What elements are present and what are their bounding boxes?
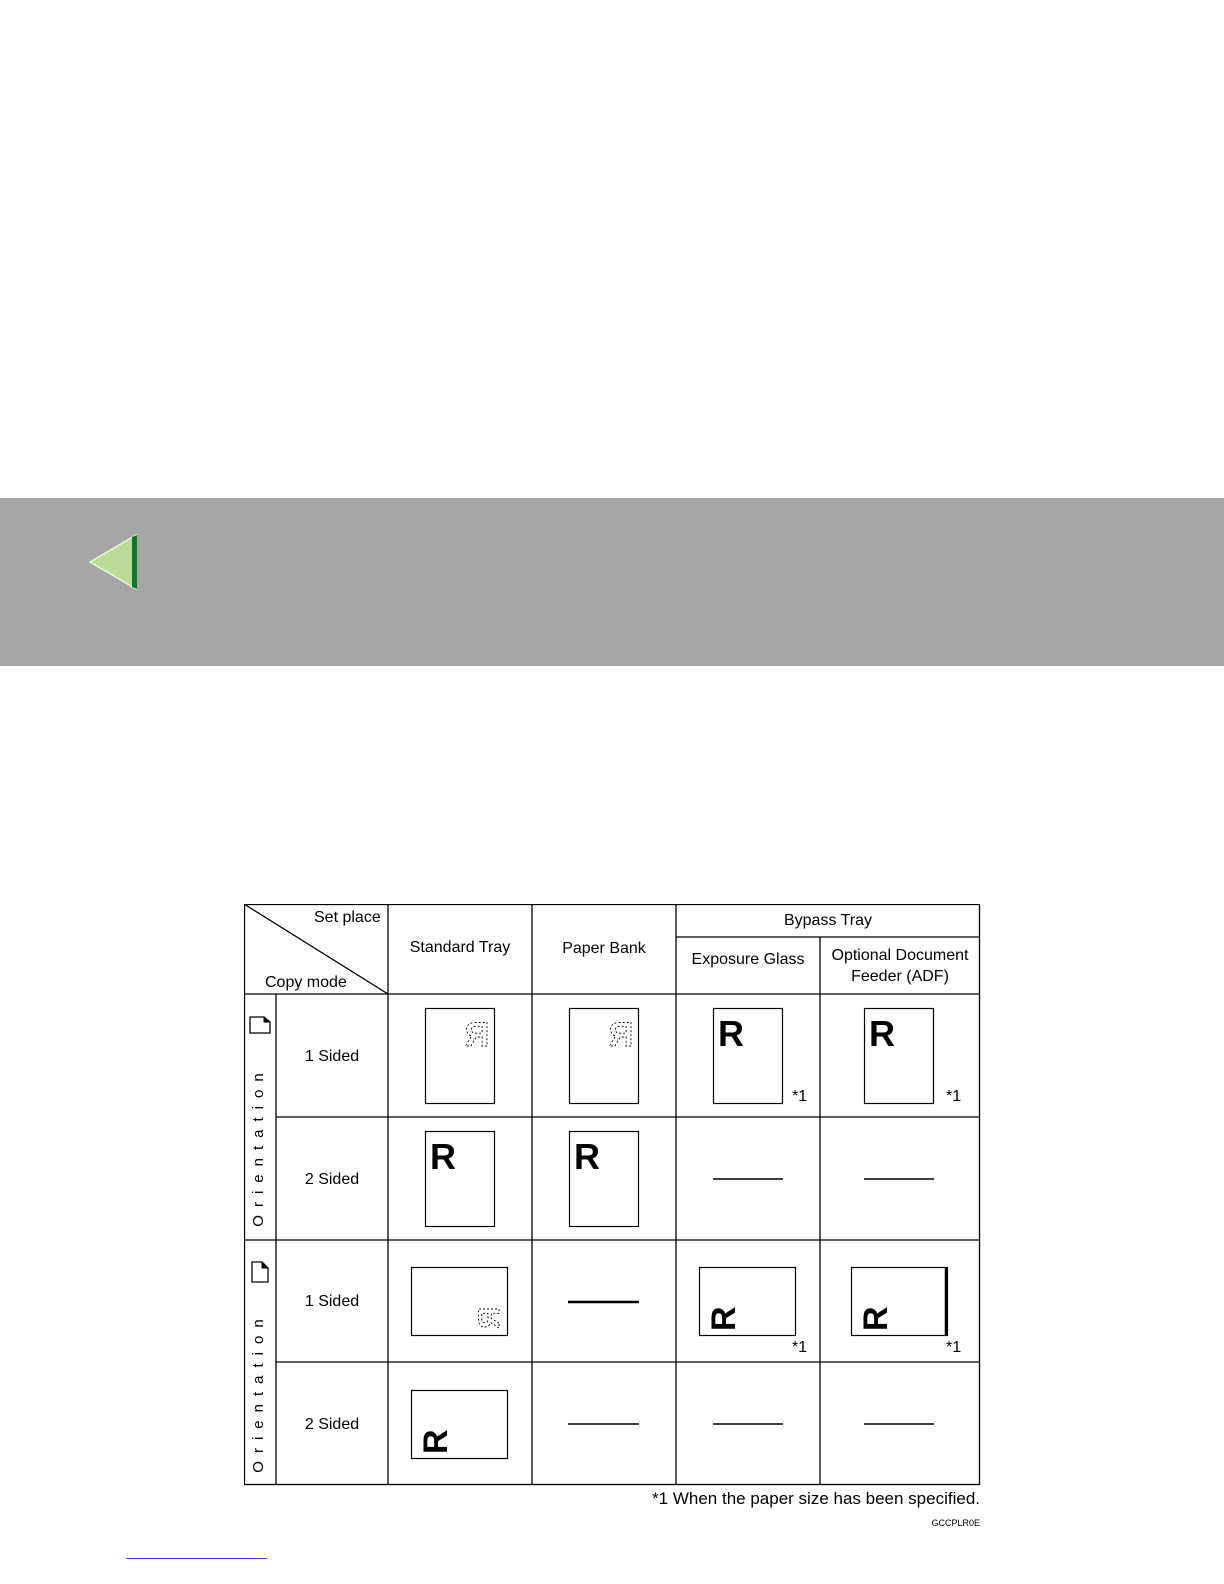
paper-exposure-glass-1sided [713, 1008, 783, 1104]
paper-adf-landscape-1sided [851, 1267, 948, 1337]
column-paper-bank: Paper Bank [562, 940, 646, 957]
not-available-dash [568, 1423, 639, 1426]
note-mark: *1 [792, 1339, 808, 1356]
paper-paper-bank-2sided [569, 1131, 639, 1227]
column-standard-tray: Standard Tray [409, 939, 511, 956]
paper-standard-tray-2sided [425, 1131, 495, 1227]
previous-page-button[interactable] [86, 533, 142, 591]
not-available-dash [713, 1423, 783, 1426]
paper-standard-tray-1sided [425, 1008, 495, 1104]
row-1-copy-mode: 1 Sided [304, 1048, 360, 1065]
note-mark: *1 [946, 1088, 962, 1105]
paper-letter-mirrored: R [473, 1307, 506, 1329]
row-3-copy-mode: 1 Sided [304, 1293, 360, 1310]
paper-letter-mirrored: R [608, 1016, 634, 1054]
row-2-copy-mode: 2 Sided [304, 1171, 360, 1188]
paper-letter: R [869, 1013, 895, 1054]
navigation-band [0, 498, 1224, 666]
not-available-dash [864, 1423, 934, 1426]
paper-adf-1sided [864, 1008, 934, 1104]
column-exposure-glass: Exposure Glass [691, 951, 805, 968]
not-available-dash [864, 1178, 934, 1181]
paper-paper-bank-1sided [569, 1008, 639, 1104]
link-underline[interactable] [126, 1558, 267, 1559]
row-4-copy-mode: 2 Sided [304, 1416, 360, 1433]
figure-code: GCCPLR0E [931, 1518, 980, 1528]
paper-letter: R [718, 1013, 744, 1054]
note-mark: *1 [946, 1339, 962, 1356]
paper-standard-tray-landscape-1sided [411, 1267, 508, 1337]
paper-exposure-glass-landscape-1sided [699, 1267, 796, 1337]
group-1-orientation-label: Orientation [250, 1065, 267, 1227]
not-available-dash [568, 1300, 639, 1304]
paper-letter: R [574, 1136, 600, 1177]
portrait-page-icon [249, 1016, 271, 1034]
paper-standard-tray-landscape-2sided [411, 1390, 508, 1460]
paper-letter-mirrored: R [464, 1016, 490, 1054]
paper-letter: R [705, 1306, 743, 1331]
paper-letter: R [417, 1429, 455, 1454]
set-place-label: Set place [314, 909, 381, 926]
paper-letter: R [857, 1306, 895, 1331]
table-footnote: *1 When the paper size has been specified. [652, 1489, 980, 1508]
group-2-orientation-label: Orientation [250, 1311, 267, 1473]
paper-orientation-table [244, 904, 981, 1486]
copy-mode-label: Copy mode [265, 974, 347, 991]
portrait-page-icon [251, 1261, 269, 1283]
paper-letter: R [430, 1136, 456, 1177]
note-mark: *1 [792, 1088, 808, 1105]
column-adf: Optional Document Feeder (ADF) [831, 947, 969, 985]
not-available-dash [713, 1178, 783, 1181]
column-bypass-tray: Bypass Tray [783, 912, 873, 929]
previous-page-triangle-icon [86, 533, 142, 591]
